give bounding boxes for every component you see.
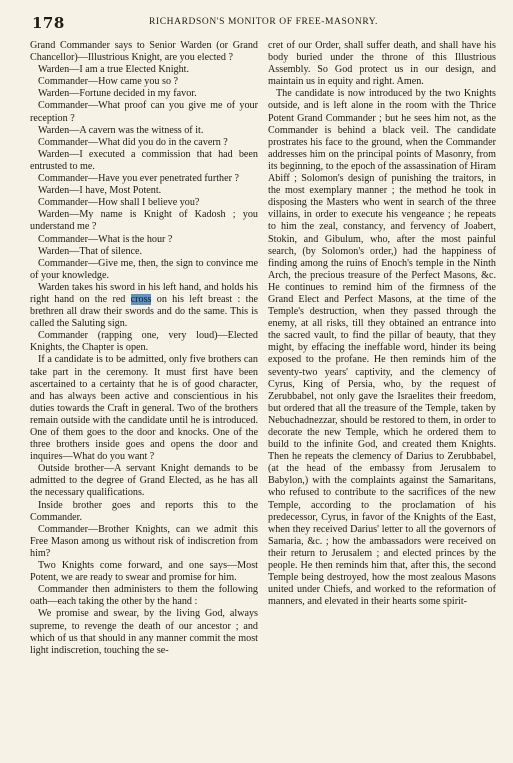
paragraph-text: Warden—My name is Knight of Kadosh ; you understand me ? xyxy=(30,209,258,233)
paragraph xyxy=(30,40,258,64)
left-column xyxy=(30,40,258,657)
paragraph xyxy=(30,524,258,560)
paragraph xyxy=(30,197,258,209)
paragraph xyxy=(30,125,258,137)
paragraph xyxy=(30,234,258,246)
paragraph-text: cret of our Order, shall suffer death, and shall have his body buried under the throne of this Illustrious Assembly. So God protect us in our design, and maintain us in equity and right. Amen. xyxy=(268,40,496,88)
paragraph xyxy=(30,209,258,233)
paragraph-text: Commander—How shall I believe you? xyxy=(38,197,200,209)
paragraph xyxy=(268,88,496,608)
paragraph-text: Warden—I executed a commission that had been entrusted to me. xyxy=(30,148,258,172)
paragraph-text: Warden—Fortune decided in my favor. xyxy=(38,88,197,100)
paragraph-text: Commander—Give me, then, the sign to convince me of your knowledge. xyxy=(30,257,258,281)
paragraph-text: Commander—Have you ever penetrated further ? xyxy=(38,173,240,185)
paragraph xyxy=(30,64,258,76)
paragraph-text: Grand Commander says to Senior Warden (or Grand Chancellor)—Illustrious Knight, are you elected ? xyxy=(30,40,258,64)
paragraph xyxy=(30,500,258,524)
paragraph-text: If a candidate is to be admitted, only five brothers can take part in the ceremony. It must first have been ascertained to a certainty that he is of good character, and has always been active and conscientious in his duties towards the Craft in general. Two of the brothers remain outside with the candidate until he is introduced. One of them goes to the door and knocks. One of the three brothers inside goes and opens the door and inquires—What do you want ? xyxy=(30,354,258,463)
paragraph xyxy=(268,40,496,88)
paragraph xyxy=(30,608,258,656)
paragraph-text: Warden—That of silence. xyxy=(38,245,143,257)
paragraph-text: Outside brother—A servant Knight demands to be admitted to the degree of Grand Elected, as he has all the necessary qualifications. xyxy=(30,463,258,499)
paragraph-text: Commander—What did you do in the cavern ? xyxy=(38,136,228,148)
paragraph-text: Warden—A cavern was the witness of it. xyxy=(38,124,204,136)
paragraph xyxy=(30,354,258,463)
right-column xyxy=(268,40,496,657)
paragraph-text: Inside brother goes and reports this to the Commander. xyxy=(30,499,258,523)
paragraph xyxy=(30,584,258,608)
paragraph xyxy=(30,76,258,88)
paragraph-text: The candidate is now introduced by the two Knights outside, and is left alone in the room with the Thrice Potent Grand Commander ; but he sees him not, as the Commander is behind a black veil. The candidate prostrates his face to the ground, when the Commander addresses him on the principal points of Masonry, from its beginning, to the epoch of the assassination of Hiram Abiff ; Solomon's design of punishing the traitors, in the most exemplary manner ; the method he took in disposing the Masters who went in search of the three villains, in order to execute his vengeance ; he repeats to him the zeal, constancy, and fervency of Joabert, Stokin, and Gibulum, who, after the most painful search, (by Solomon's order,) had the happiness of finding among the ruins of Enoch's temple in the Ninth Arch, the precious treasure of the Perfect Masons, &c. He continues to remind him of the firmness of the Grand Elect and Perfect Masons, at the time of the Temple's destruction, when they passed through the enemy, at all risks, till they obtained an entrance into the sacred vault, to find the pillar of beauty, that they might, by effacing the ineffable word, hinder its being exposed to the profane. He then reminds him of the seventy-two years' captivity, and the clemency of Cyrus, King of Persia, who, by the request of Zerubbabel, not only gave the Israelites their freedom, but ordered that all the treasure of the Temple, taken by Nebuchadnezzar, should be restored to them, in order to decorate the new Temple, which he ordered them to build to the infinite God, and created them Knights. Then he repeats the clemency of Darius to Zerubbabel, (at the head of the embassy from Jerusalem to Babylon,) with the complaints against the Samaritans, who refused to contribute to the sacrifices of the new Temple, according to the proclamation of his predecessor, Cyrus, in favor of the Knights of the East, when they received Darius' letter to all the governors of Samaria, &c. ; how the ambassadors were received on their return to Jerusalem ; and elected princes by the people. He then reminds him that, after this, the second Temple being destroyed, how the most zealous Masons united under Chiefs, and worked to the reformation of manners, and elevated in their hearts some spirit- xyxy=(268,88,496,608)
running-head xyxy=(30,14,497,36)
paragraph xyxy=(30,463,258,499)
paragraph-text: Commander—Brother Knights, can we admit this Free Mason among us without risk of indiscretion from him? xyxy=(30,523,258,559)
text-columns xyxy=(30,40,497,657)
paragraph xyxy=(30,330,258,354)
paragraph-text: Commander (rapping one, very loud)—Elected Knights, the Chapter is open. xyxy=(30,330,258,354)
paragraph xyxy=(30,137,258,149)
paragraph-text: on his left breast : the brethren all draw their swords and do the same. This is called the Saluting sign. xyxy=(30,293,258,330)
highlighted-word[interactable]: cross xyxy=(130,293,152,305)
paragraph-text: Warden takes his sword in his left hand, and holds his right hand on the red xyxy=(30,281,258,305)
paragraph xyxy=(30,149,258,173)
paragraph xyxy=(30,246,258,258)
paragraph xyxy=(30,100,258,124)
page-number: 178 xyxy=(32,14,65,32)
paragraph-text: Commander—What is the hour ? xyxy=(38,233,173,245)
paragraph xyxy=(30,185,258,197)
paragraph-text: Warden—I am a true Elected Knight. xyxy=(38,64,189,76)
paragraph xyxy=(30,88,258,100)
paragraph xyxy=(30,282,258,330)
paragraph xyxy=(30,173,258,185)
paragraph-text: We promise and swear, by the living God, always supreme, to revenge the death of our ancestor ; and which of us that should in any manner commit the most light indiscretion, touching the se- xyxy=(30,608,258,656)
paragraph xyxy=(30,560,258,584)
paragraph-text: Commander—How came you so ? xyxy=(38,76,179,88)
running-title: RICHARDSON'S MONITOR OF FREE-MASONRY. xyxy=(149,17,378,27)
paragraph-text: Warden—I have, Most Potent. xyxy=(38,185,162,197)
paragraph-text: Two Knights come forward, and one says—Most Potent, we are ready to swear and promise for him. xyxy=(30,560,258,584)
paragraph-text: Commander—What proof can you give me of your reception ? xyxy=(30,100,258,124)
paragraph-text: Commander then administers to them the following oath—each taking the other by the hand : xyxy=(30,584,258,608)
paragraph xyxy=(30,258,258,282)
